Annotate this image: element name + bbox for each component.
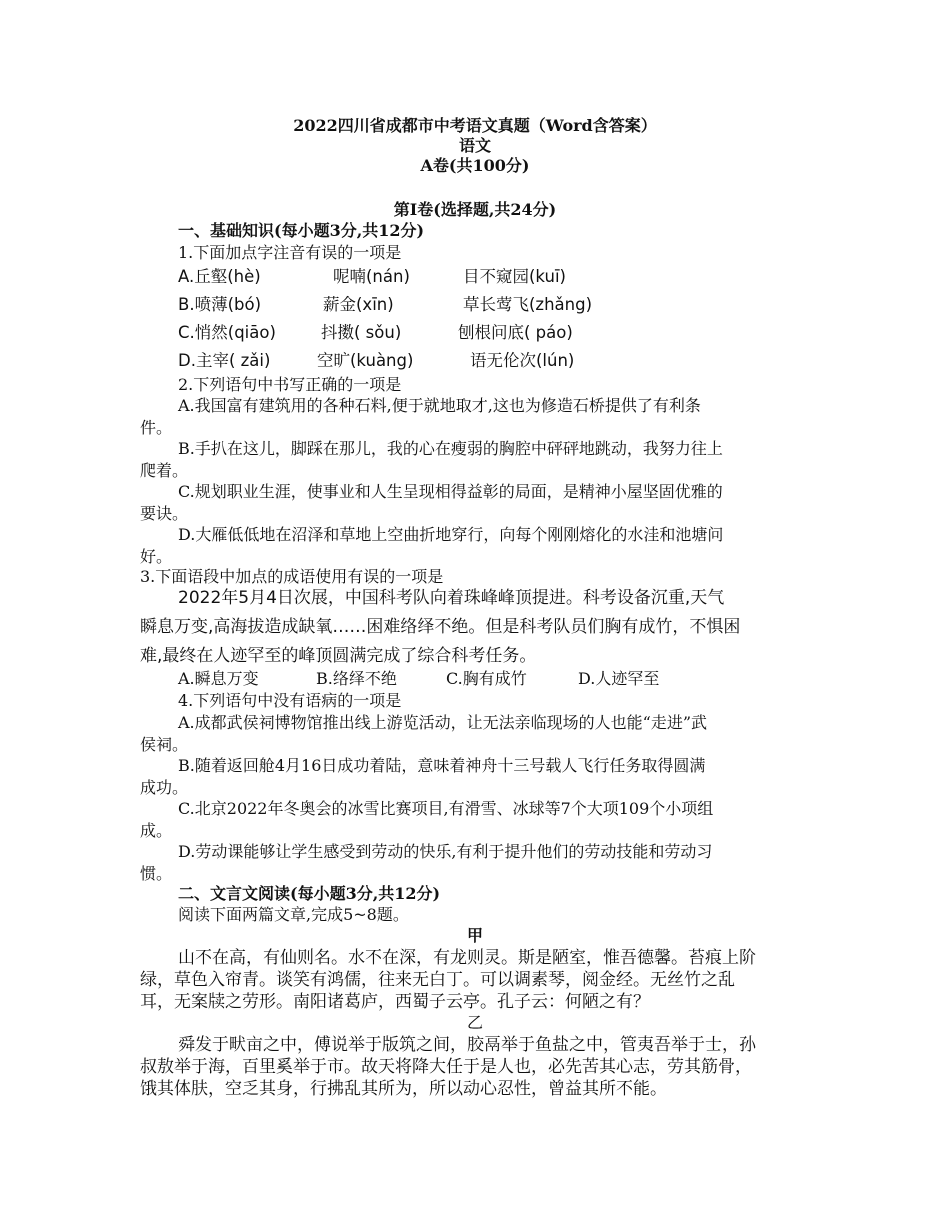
q4-option-a: A.成都武侯祠博物馆推出线上游览活动，让无法亲临现场的人也能“走进”武: [178, 713, 708, 732]
q1-option-d-2: 空旷(kuàng): [317, 351, 414, 370]
passage-jia-line-3: 耳，无案牍之劳形。南阳诸葛庐，西蜀子云亭。孔子云：何陋之有？: [140, 992, 650, 1012]
q3-stem: 3.下面语段中加点的成语使用有误的一项是: [140, 567, 444, 586]
q4-stem: 4.下列语句中没有语病的一项是: [178, 691, 402, 710]
passage-yi-line-1: 舜发于畎亩之中，傅说举于版筑之间，胶鬲举于鱼盐之中，管夷吾举于士，孙: [178, 1035, 756, 1055]
q1-option-c-2: 抖擞( sǒu): [321, 323, 402, 342]
q2-option-d-cont: 好。: [140, 547, 173, 566]
q2-option-d: D.大雁低低地在沼泽和草地上空曲折地穿行，向每个刚刚熔化的水洼和池塘问: [178, 525, 724, 544]
q4-option-c-cont: 成。: [140, 821, 173, 840]
q4-option-b-cont: 成功。: [140, 778, 189, 797]
q1-option-c-1: C.悄然(qiāo): [178, 323, 276, 342]
section2-title: 二、文言文阅读(每小题3分,共12分): [178, 884, 441, 903]
q1-option-d-1: D.主宰( zǎi): [178, 351, 271, 370]
q1-option-b-3: 草长莺飞(zhǎng): [463, 295, 593, 314]
q1-option-b-1: B.喷薄(bó): [178, 295, 262, 314]
passage-yi-line-3: 饿其体肤，空乏其身，行拂乱其所为，所以动心忍性，曾益其所不能。: [140, 1079, 667, 1099]
q1-option-a-1: A.丘壑(hè): [178, 267, 261, 286]
q4-option-c: C.北京2022年冬奥会的冰雪比赛项目,有滑雪、冰球等7个大项109个小项组: [178, 799, 714, 818]
q3-passage-line-1: 2022年5月4日次展，中国科考队向着珠峰峰顶提进。科考设备沉重,天气: [178, 588, 725, 608]
q4-option-b: B.随着返回舱4月16日成功着陆，意味着神舟十三号载人飞行任务取得圆满: [178, 756, 706, 775]
q2-option-a-cont: 件。: [140, 418, 173, 437]
q4-option-d-cont: 惯。: [140, 864, 173, 883]
part1-title: 第Ⅰ卷(选择题,共24分): [393, 200, 557, 219]
q3-passage-line-2: 瞬息万变,高海拔造成缺氧……困难络绎不绝。但是科考队员们胸有成竹，不惧困: [140, 617, 741, 637]
q1-option-d-3: 语无伦次(lún): [470, 351, 575, 370]
q4-option-a-cont: 侯祠。: [140, 735, 189, 754]
q1-option-a-2: 呢喃(nán): [333, 267, 410, 286]
q3-option-a: A.瞬息万变: [178, 669, 259, 688]
passage-jia-line-2: 绿，草色入帘青。谈笑有鸿儒，往来无白丁。可以调素琴，阅金经。无丝竹之乱: [140, 970, 735, 990]
q3-option-b: B.络绎不绝: [316, 669, 397, 688]
document-title: 2022四川省成都市中考语文真题（Word含答案）: [293, 116, 657, 135]
q1-stem: 1.下面加点字注音有误的一项是: [178, 243, 402, 262]
section2-intro: 阅读下面两篇文章,完成5~8题。: [178, 905, 409, 924]
q3-passage-line-3: 难,最终在人迹罕至的峰顶圆满完成了综合科考任务。: [140, 646, 537, 666]
passage-yi-label: 乙: [466, 1013, 483, 1032]
q3-option-c: C.胸有成竹: [446, 669, 527, 688]
q2-option-b: B.手扒在这儿，脚踩在那儿，我的心在瘦弱的胸腔中砰砰地跳动，我努力往上: [178, 439, 723, 458]
section1-title: 一、基础知识(每小题3分,共12分): [178, 221, 425, 240]
subject-title: 语文: [458, 136, 491, 155]
volume-title: A卷(共100分): [420, 156, 530, 175]
q2-option-c-cont: 要诀。: [140, 504, 189, 523]
passage-yi-line-2: 叔敖举于海，百里奚举于市。故天将降大任于是人也，必先苦其心志，劳其筋骨，: [140, 1057, 752, 1077]
q4-option-d: D.劳动课能够让学生感受到劳动的快乐,有利于提升他们的劳动技能和劳动习: [178, 842, 713, 861]
q1-option-c-3: 刨根问底( páo): [458, 323, 573, 342]
q1-option-b-2: 薪金(xīn): [323, 295, 394, 314]
q2-option-a: A.我国富有建筑用的各种石料,便于就地取才,这也为修造石桥提供了有利条: [178, 396, 701, 415]
q1-option-a-3: 目不窥园(kuī): [463, 267, 566, 286]
q2-option-b-cont: 爬着。: [140, 461, 189, 480]
q2-stem: 2.下列语句中书写正确的一项是: [178, 375, 402, 394]
passage-jia-line-1: 山不在高，有仙则名。水不在深，有龙则灵。斯是陋室，惟吾德馨。苔痕上阶: [178, 948, 756, 968]
passage-jia-label: 甲: [466, 926, 483, 945]
q3-option-d: D.人迹罕至: [578, 669, 660, 688]
q2-option-c: C.规划职业生涯，使事业和人生呈现相得益彰的局面，是精神小屋坚固优雅的: [178, 482, 723, 501]
